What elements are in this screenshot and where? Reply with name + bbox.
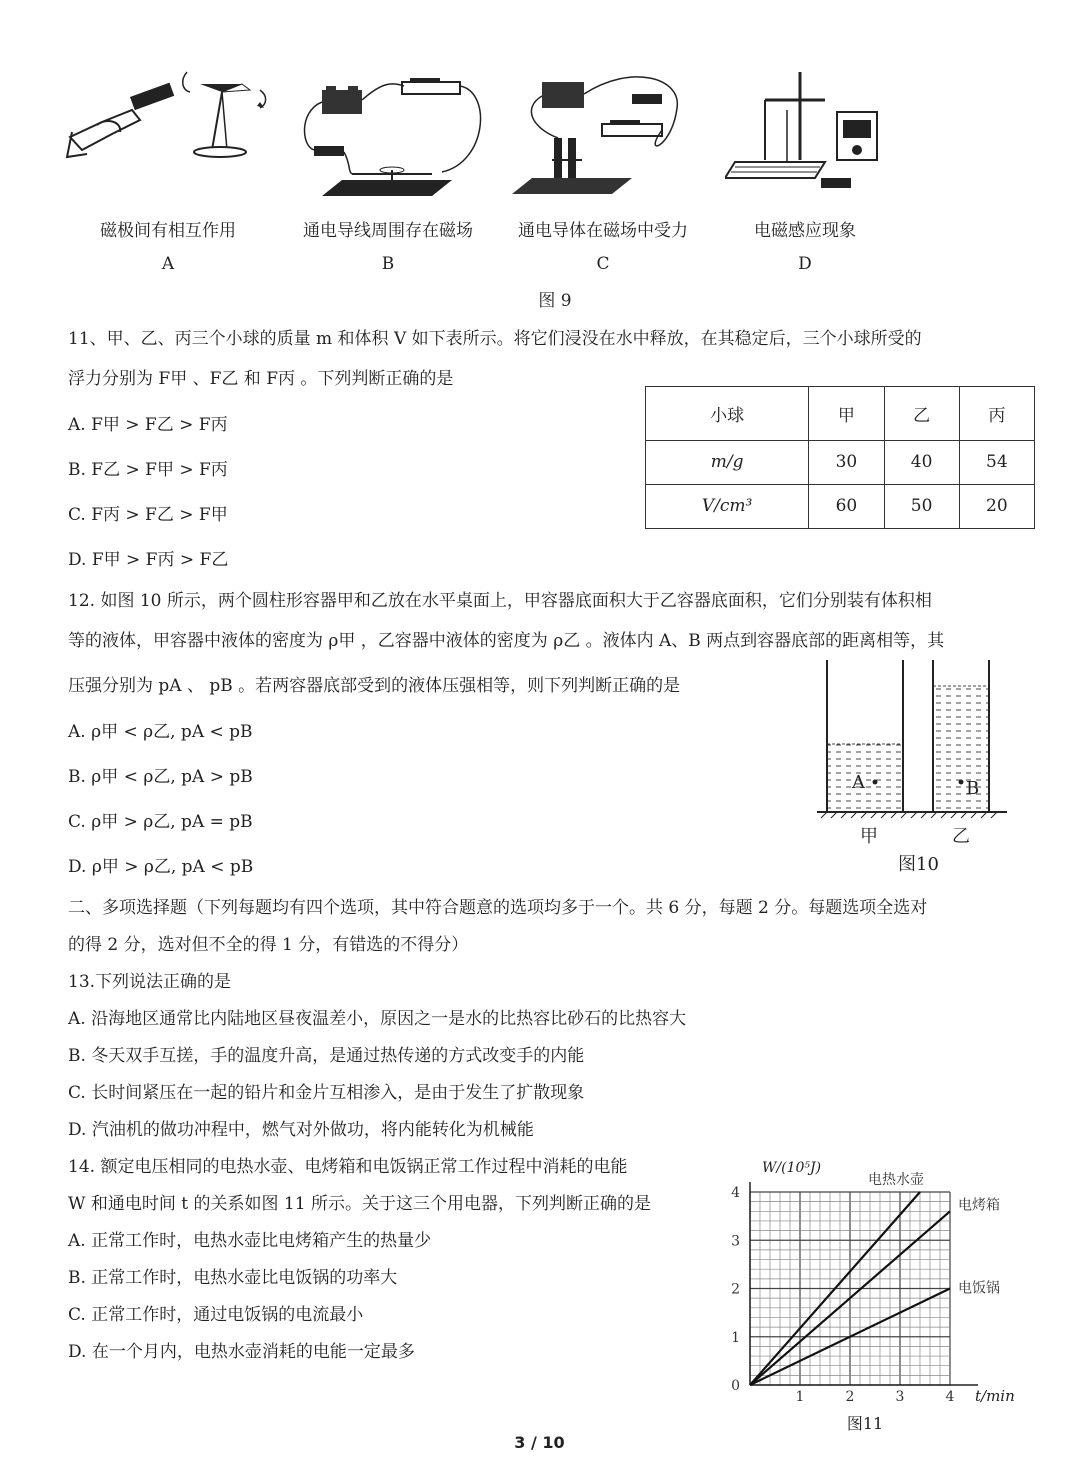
x-tick-label: 1 [795,1389,805,1405]
q12-option-d[interactable]: D. ρ甲 > ρ乙, pA < pB [68,857,254,877]
magnet-interaction-illustration [62,62,282,172]
section2-line2: 的得 2 分，选对但不全的得 1 分，有错选的不得分） [68,935,469,955]
q12-option-c[interactable]: C. ρ甲 > ρ乙, pA = pB [68,812,253,832]
figure10-label-b: B [966,778,980,799]
oersted-experiment-illustration [292,72,492,202]
y-tick-label: 3 [731,1233,740,1250]
y-tick-label: 4 [731,1185,740,1201]
figure9-label: 图 9 [538,291,572,311]
figure9-letter-c: C [596,254,610,274]
figure11-caption: 图11 [846,1414,884,1433]
figure9-letter-d: D [798,254,812,274]
series-label: 电饭锅 [958,1280,1000,1297]
figure10-label-a: A [852,772,865,793]
table-cell: 20 [959,484,1034,528]
q12-stem-line2: 等的液体，甲容器中液体的密度为 ρ甲 ，乙容器中液体的密度为 ρ乙 。液体内 A、B 两点到容器底部的距离相等，其 [68,631,945,651]
q11-stem-line1: 11、甲、乙、丙三个小球的质量 m 和体积 V 如下表所示。将它们浸没在水中释放，在其稳定后，三个小球所受的 [68,329,922,349]
force-on-conductor-illustration [512,68,692,198]
figure9-caption-a: 磁极间有相互作用 [100,221,236,241]
y-tick-label: 1 [731,1329,740,1346]
q13-stem: 13.下列说法正确的是 [68,972,232,992]
section2-line1: 二、多项选择题（下列每题均有四个选项，其中符合题意的选项均多于一个。共 6 分，每题 2 分。每题选项全选对 [68,898,928,918]
figure9-letter-a: A [161,254,175,274]
page-number: 3 / 10 [514,1433,565,1452]
q14-option-b[interactable]: B. 正常工作时，电热水壶比电饭锅的功率大 [68,1268,398,1288]
origin-label: 0 [731,1378,740,1394]
q11-option-b[interactable]: B. F乙 > F甲 > F丙 [68,460,228,480]
q13-option-b[interactable]: B. 冬天双手互搓，手的温度升高，是通过热传递的方式改变手的内能 [68,1046,585,1066]
q14-option-c[interactable]: C. 正常工作时，通过电饭锅的电流最小 [68,1305,364,1325]
q13-option-c[interactable]: C. 长时间紧压在一起的铅片和金片互相渗入，是由于发生了扩散现象 [68,1083,585,1103]
x-tick-label: 2 [845,1389,855,1405]
table-header-cell: 甲 [809,387,884,441]
table-header-cell: 丙 [959,387,1034,441]
q12-stem-line3: 压强分别为 pA 、 pB 。若两容器底部受到的液体压强相等，则下列判断正确的是 [68,676,681,696]
y-tick-label: 2 [731,1281,740,1298]
table-header-cell: 乙 [884,387,959,441]
series-label: 电热水壶 [868,1172,924,1188]
figure9-letter-b: B [381,254,395,274]
x-tick-label: 3 [895,1389,905,1405]
table-row [646,484,1035,528]
q12-stem-line1: 12. 如图 10 所示，两个圆柱形容器甲和乙放在水平桌面上，甲容器底面积大于乙容器底面积，它们分别装有体积相 [68,591,932,611]
figure9-caption-d: 电磁感应现象 [754,221,856,241]
electromagnetic-induction-illustration [725,70,895,195]
q11-option-a[interactable]: A. F甲 > F乙 > F丙 [68,415,228,435]
q11-option-c[interactable]: C. F丙 > F乙 > F甲 [68,505,228,525]
table-header-row [646,387,1035,441]
q13-option-a[interactable]: A. 沿海地区通常比内陆地区昼夜温差小，原因之一是水的比热容比砂石的比热容大 [68,1009,687,1029]
q11-stem-line2: 浮力分别为 F甲 、F乙 和 F丙 。下列判断正确的是 [68,369,454,389]
table-cell: m/g [646,440,809,484]
figure10-caption: 图10 [898,854,939,875]
figure9-caption-b: 通电导线周围存在磁场 [303,221,473,241]
table-cell: 40 [884,440,959,484]
table-header-cell: 小球 [646,387,809,441]
q14-option-a[interactable]: A. 正常工作时，电热水壶比电烤箱产生的热量少 [68,1231,432,1251]
figure10-label-jia: 甲 [860,826,878,847]
q12-option-b[interactable]: B. ρ甲 < ρ乙, pA > pB [68,767,253,787]
q14-option-d[interactable]: D. 在一个月内，电热水壶消耗的电能一定最多 [68,1342,415,1362]
q11-data-table [645,386,1035,529]
q12-option-a[interactable]: A. ρ甲 < ρ乙, pA < pB [68,722,253,742]
table-cell: V/cm³ [646,484,809,528]
figure10-label-yi: 乙 [952,826,970,847]
table-cell: 50 [884,484,959,528]
table-row [646,440,1035,484]
x-tick-label: 4 [945,1389,955,1405]
q14-stem-line1: 14. 额定电压相同的电热水壶、电烤箱和电饭锅正常工作过程中消耗的电能 [68,1157,628,1177]
figure-11-energy-time-chart [725,1148,1025,1438]
table-cell: 60 [809,484,884,528]
q13-option-d[interactable]: D. 汽油机的做功冲程中，燃气对外做功，将内能转化为机械能 [68,1120,534,1140]
figure-10-containers [815,658,1015,853]
figure9-caption-c: 通电导体在磁场中受力 [518,221,688,241]
table-cell: 30 [809,440,884,484]
series-label: 电烤箱 [958,1197,1000,1214]
q14-stem-line2: W 和通电时间 t 的关系如图 11 所示。关于这三个用电器，下列判断正确的是 [68,1194,651,1214]
q11-option-d[interactable]: D. F甲 > F丙 > F乙 [68,550,229,570]
x-axis-label: t/min [975,1387,1015,1405]
y-axis-label: W/(10⁵J) [762,1160,822,1176]
table-cell: 54 [959,440,1034,484]
